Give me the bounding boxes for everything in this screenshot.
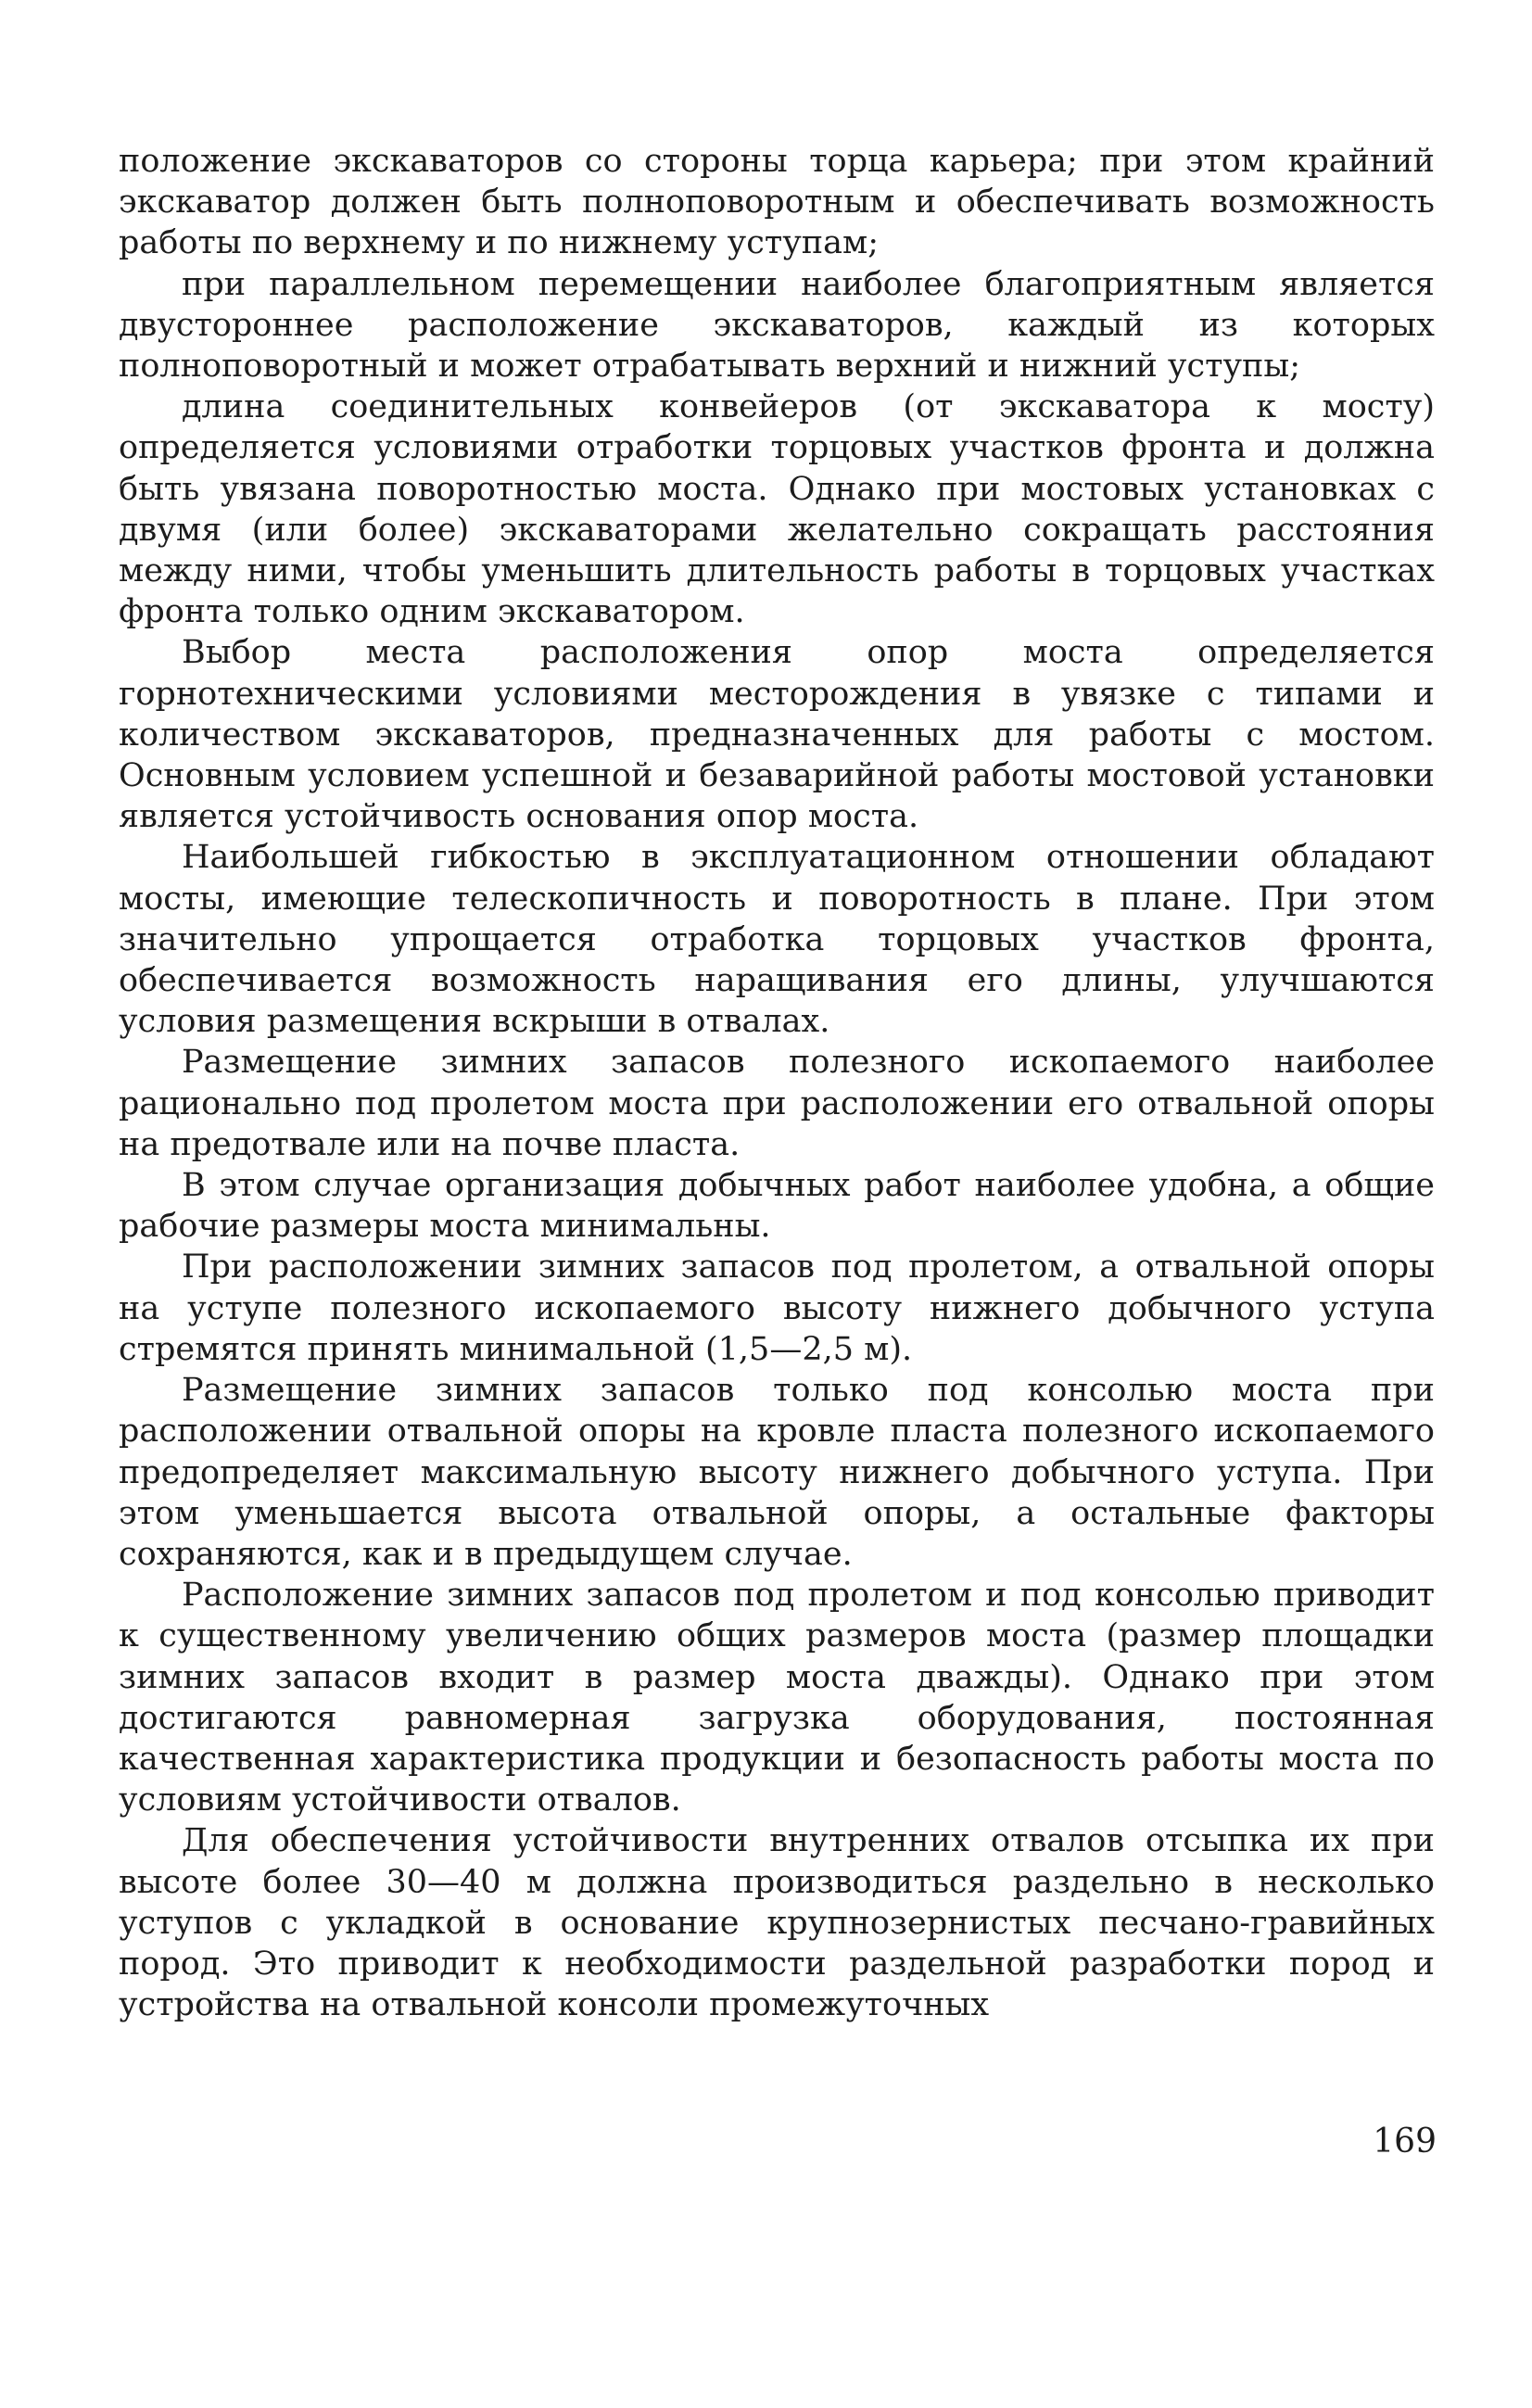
paragraph-10: Расположение зимних запасов под пролетом и под консолью приводит к существенному увеличению общих размеров моста (размер площадки зимних запасов входит в размер моста дважды). Однако при этом достигаются равномерная загрузка оборудования, постоянная качественная характеристика продукции и безопасность работы моста по условиям устойчивости отвалов.: [119, 1577, 1435, 1819]
paragraph-5: Наибольшей гибкостью в эксплуатационном отношении обладают мосты, имеющие телескопичность и поворотность в плане. При этом значительно упрощается отработка торцовых участков фронта, обеспечивается возможность наращивания его длины, улучшаются условия размещения вскрыши в отвалах.: [119, 839, 1435, 1041]
paragraph-8: При расположении зимних запасов под пролетом, а отвальной опоры на уступе полезного ископаемого высоту нижнего добычного уступа стремятся принять минимальной (1,5—2,5 м).: [119, 1248, 1435, 1368]
paragraph-9: Размещение зимних запасов только под консолью моста при расположении отвальной опоры на кровле пласта полезного ископаемого предопределяет максимальную высоту нижнего добычного уступа. При этом уменьшается высота отвальной опоры, а остальные факторы сохраняются, как и в предыдущем случае.: [119, 1372, 1435, 1573]
paragraph-6: Размещение зимних запасов полезного ископаемого наиболее рационально под пролетом моста при расположении его отвальной опоры на предотвале или на почве пласта.: [119, 1044, 1435, 1163]
paragraph-4: Выбор места расположения опор моста определяется горнотехническими условиями месторождения в увязке с типами и количеством экскаваторов, предназначенных для работы с мостом. Основным условием успешной и безаварийной работы мостовой установки является устойчивость основания опор моста.: [119, 634, 1435, 836]
paragraph-7: В этом случае организация добычных работ наиболее удобна, а общие рабочие размеры моста минимальны.: [119, 1167, 1435, 1246]
paragraph-2: при параллельном перемещении наиболее благоприятным является двустороннее расположение экскаваторов, каждый из которых полноповоротный и может отрабатывать верхний и нижний уступы;: [119, 265, 1435, 386]
page-number: 169: [1373, 2123, 1437, 2161]
paragraph-1: положение экскаваторов со стороны торца карьера; при этом крайний экскаватор должен быть полноповоротным и обеспечивать возможность работы по верхнему и по нижнему уступам;: [119, 143, 1435, 262]
paragraph-3: длина соединительных конвейеров (от экскаватора к мосту) определяется условиями отработки торцовых участков фронта и должна быть увязана поворотностью моста. Однако при мостовых установках с двумя (или более) экскаваторами желательно сокращать расстояния между ними, чтобы уменьшить длительность работы в торцовых участках фронта только одним экскаватором.: [119, 388, 1435, 631]
paragraph-11: Для обеспечения устойчивости внутренних отвалов отсыпка их при высоте более 30—40 м должна производиться раздельно в несколько уступов с укладкой в основание крупнозернистых песчано-гравийных пород. Это приводит к необходимости раздельной разработки пород и устройства на отвальной консоли промежуточных: [119, 1822, 1435, 2024]
page-body: [119, 141, 1435, 2025]
